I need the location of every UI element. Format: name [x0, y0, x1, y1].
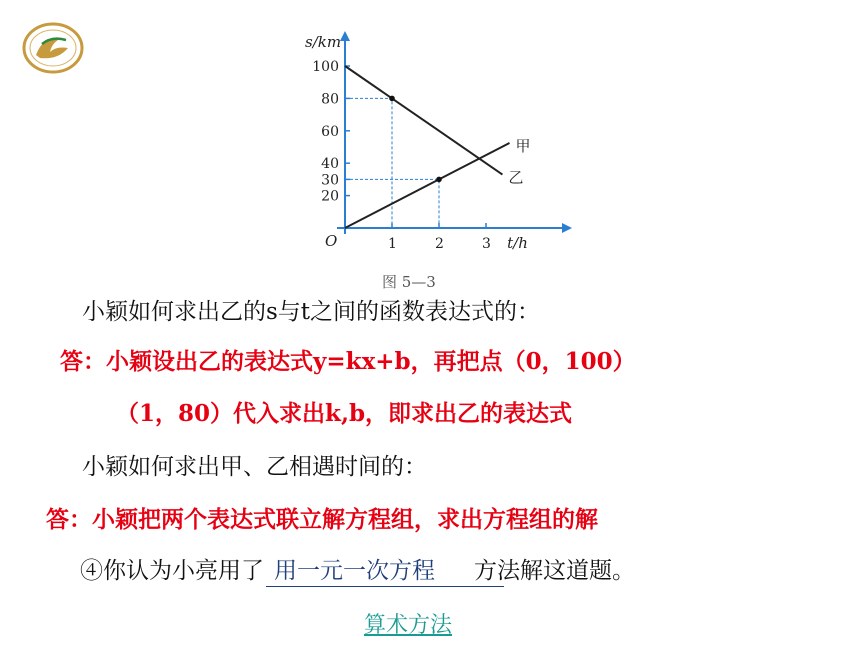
data-point-1 — [389, 96, 395, 102]
school-logo-icon — [22, 22, 84, 74]
x-tick-label-1: 1 — [388, 236, 397, 252]
answer-2: 答：小颖把两个表达式联立解方程组，求出方程组的解 — [46, 506, 598, 533]
series-line-2 — [345, 66, 502, 175]
series-line-1 — [345, 143, 510, 228]
y-tick-label-30: 30 — [321, 172, 339, 189]
y-tick-label-100: 100 — [312, 59, 339, 75]
series-label-1: 甲 — [515, 136, 531, 155]
y-axis-label: s/km — [305, 33, 342, 51]
distance-time-chart — [290, 25, 580, 295]
answer-1-line-1: 答：小颖设出乙的表达式y=kx+b，再把点（0，100） — [60, 348, 636, 375]
y-tick-label-20: 20 — [321, 188, 339, 205]
figure-caption: 图 5—3 — [382, 273, 436, 291]
answer-1-line-2: （1，80）代入求出k,b，即求出乙的表达式 — [116, 400, 573, 427]
question-3-prefix: ④你认为小亮用了 — [80, 558, 264, 584]
arithmetic-method-link[interactable]: 算术方法 — [364, 613, 453, 638]
question-1: 小颖如何求出乙的s与t之间的函数表达式的： — [82, 299, 541, 325]
question-2: 小颖如何求出甲、乙相遇时间的： — [82, 454, 427, 480]
question-3 — [80, 556, 635, 587]
y-tick-label-60: 60 — [321, 123, 339, 140]
data-point-2 — [436, 177, 442, 183]
x-tick-label-3: 3 — [482, 236, 491, 252]
origin-label: O — [325, 232, 338, 250]
y-tick-label-80: 80 — [321, 91, 339, 108]
y-axis-arrow — [340, 31, 350, 41]
question-3-suffix: 方法解这道题。 — [474, 558, 635, 584]
series-label-2: 乙 — [508, 168, 524, 187]
guide-line-1 — [345, 98, 392, 228]
x-axis-label: t/h — [507, 234, 528, 252]
x-tick-label-2: 2 — [435, 236, 444, 252]
figure-5-3 — [290, 25, 580, 295]
y-tick-label-40: 40 — [321, 156, 339, 173]
x-axis-arrow — [562, 223, 572, 233]
answer-blank: 用一元一次方程 — [266, 556, 504, 587]
